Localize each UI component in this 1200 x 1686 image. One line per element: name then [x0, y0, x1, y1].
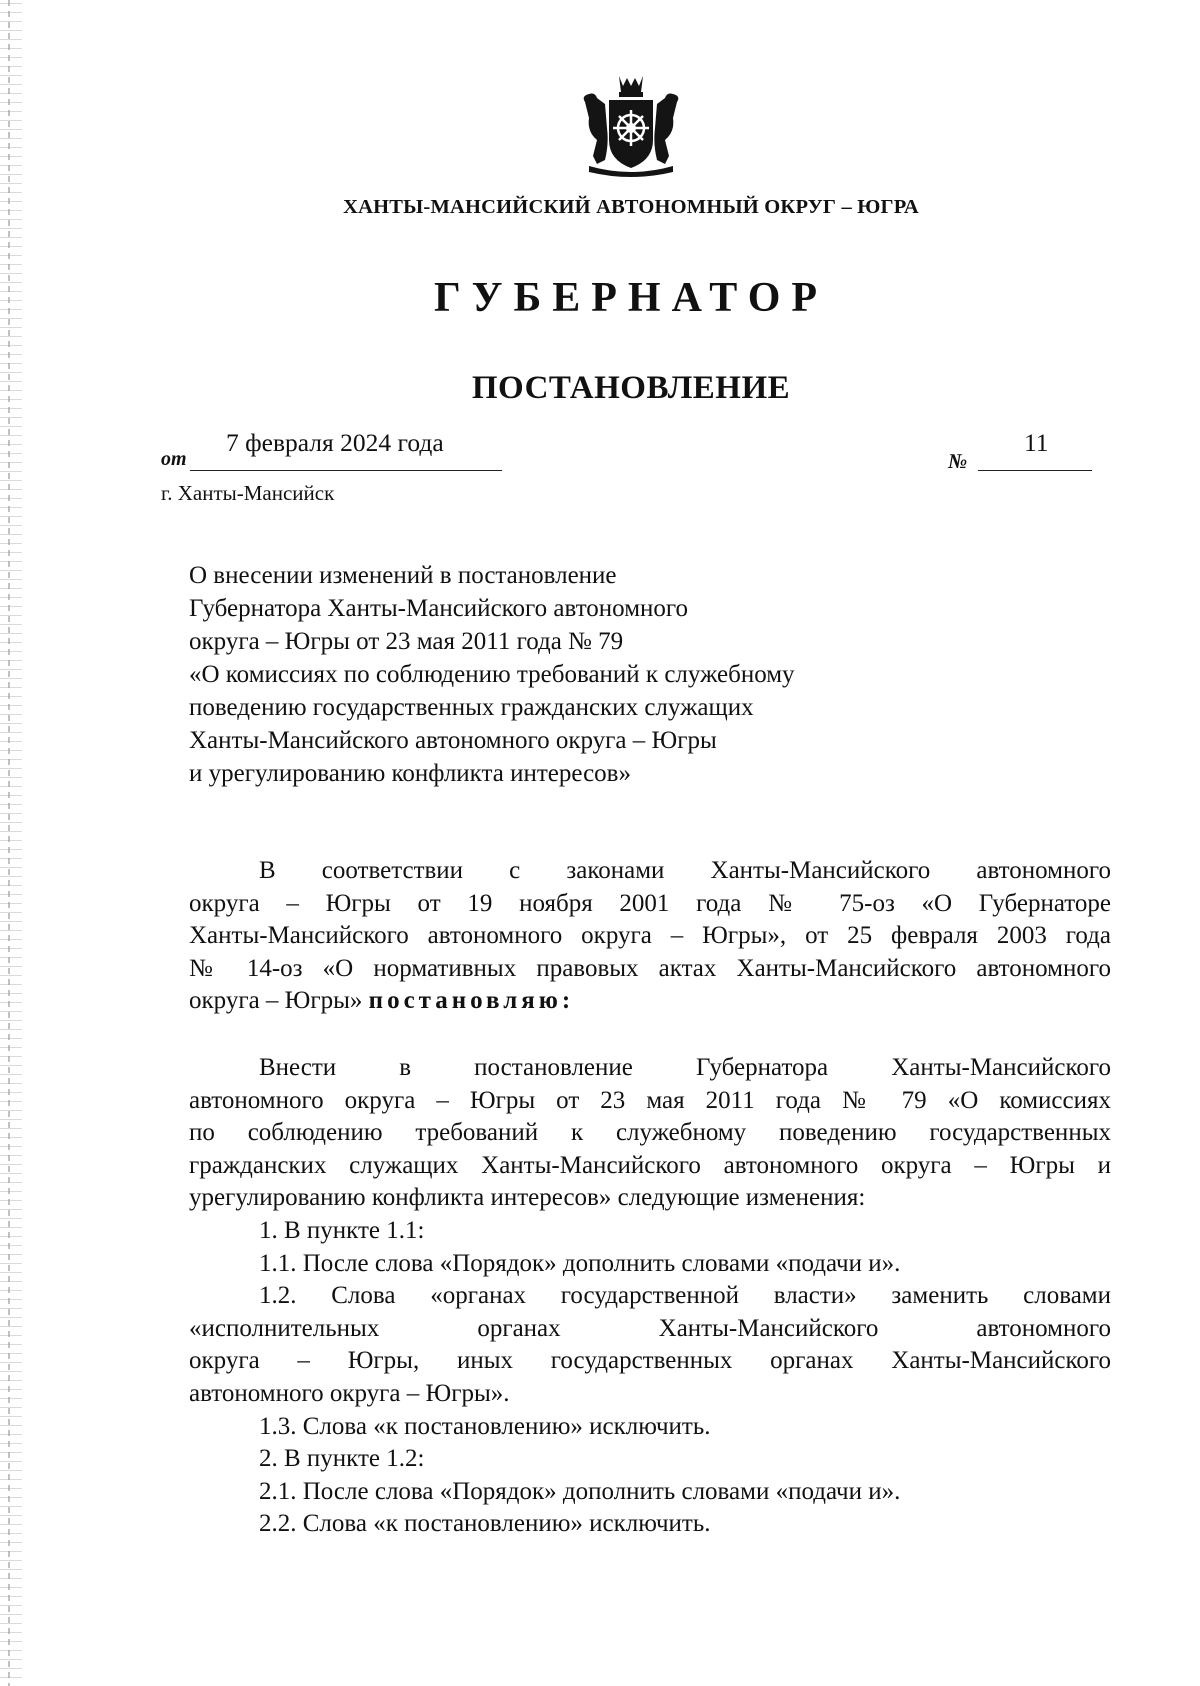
item-1-2-line: 1.2. Слова «органах государственной власти» заменить словами	[259, 1282, 1111, 1310]
preamble-paragraph	[189, 855, 1111, 1018]
item-2: 2. В пункте 1.2:	[259, 1445, 425, 1473]
preamble-last-line	[189, 985, 1111, 1018]
authority-title: ГУБЕРНАТОР	[433, 275, 829, 321]
subject-line: Губернатора Ханты-Мансийского автономного	[189, 595, 689, 622]
scan-edge-artifact	[0, 0, 22, 1686]
item-1-2-line: «исполнительных органах Ханты-Мансийского автономного	[189, 1314, 1111, 1342]
document-type-title: ПОСТАНОВЛЕНИЕ	[471, 370, 791, 406]
preamble-line: округа – Югры от 19 ноября 2001 года № 75-оз «О Губернаторе	[189, 889, 1111, 917]
intro-line: по соблюдению требований к служебному поведению государственных	[189, 1119, 1111, 1147]
date-value: 7 февраля 2024 года	[226, 428, 444, 457]
subject-line: и урегулированию конфликта интересов»	[189, 760, 631, 787]
item-2-1: 2.1. После слова «Порядок» дополнить словами «подачи и».	[259, 1477, 901, 1505]
number-label: №	[948, 449, 968, 473]
number-underline	[978, 470, 1092, 471]
date-underline	[190, 470, 502, 471]
preamble-line: Ханты-Мансийского автономного округа – Югры», от 25 февраля 2003 года	[189, 922, 1111, 950]
number-value: 11	[1024, 428, 1049, 457]
item-1-2-line: округа – Югры, иных государственных органах Ханты-Мансийского	[189, 1347, 1111, 1375]
item-1-2-line: автономного округа – Югры».	[189, 1379, 510, 1407]
subject-line: округа – Югры от 23 мая 2011 года № 79	[189, 628, 624, 655]
item-1-1: 1.1. После слова «Порядок» дополнить словами «подачи и».	[259, 1249, 901, 1277]
document-subject	[189, 559, 909, 790]
subject-line: поведению государственных гражданских служащих	[189, 694, 754, 721]
subject-line: Ханты-Мансийского автономного округа – Югры	[189, 727, 717, 754]
decree-word: постановляю	[368, 987, 562, 1015]
intro-line: Внести в постановление Губернатора Ханты-Мансийского	[259, 1054, 1111, 1081]
city-line: г. Ханты-Мансийск	[161, 481, 335, 505]
item-2-2: 2.2. Слова «к постановлению» исключить.	[259, 1510, 711, 1538]
date-label: от	[161, 448, 187, 470]
main-paragraph	[189, 1052, 1111, 1541]
preamble-line: № 14-оз «О нормативных правовых актах Ханты-Мансийского автономного	[189, 954, 1111, 982]
item-1: 1. В пункте 1.1:	[259, 1216, 425, 1244]
item-1-3: 1.3. Слова «к постановлению» исключить.	[259, 1412, 711, 1440]
intro-line: автономного округа – Югры от 23 мая 2011 года № 79 «О комиссиях	[189, 1086, 1111, 1114]
subject-line: «О комиссиях по соблюдению требований к служебному	[189, 661, 795, 688]
decree-colon: :	[561, 987, 571, 1015]
coat-of-arms-icon	[575, 68, 687, 180]
subject-line: О внесении изменений в постановление	[189, 562, 617, 589]
region-title: ХАНТЫ-МАНСИЙСКИЙ АВТОНОМНЫЙ ОКРУГ – ЮГРА	[343, 196, 919, 218]
scan-edge-line	[8, 0, 10, 1686]
intro-line: урегулированию конфликта интересов» следующие изменения:	[189, 1184, 866, 1212]
intro-line: гражданских служащих Ханты-Мансийского автономного округа – Югры и	[189, 1151, 1111, 1179]
preamble-line: В соответствии с законами Ханты-Мансийского автономного	[259, 857, 1111, 884]
preamble-line-text: округа – Югры»	[189, 987, 363, 1015]
